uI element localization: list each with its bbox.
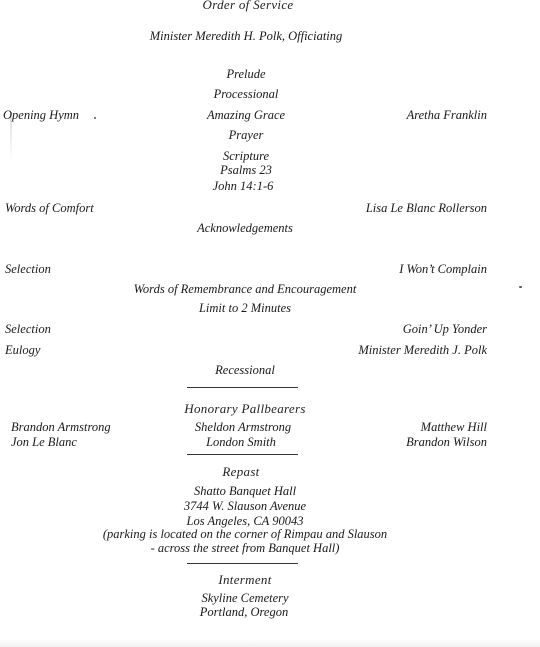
pallbearer-left-1: Brandon Armstrong — [11, 420, 111, 434]
pallbearer-left-2: Jon Le Blanc — [11, 435, 77, 449]
prelude: Prelude — [226, 67, 266, 81]
repast-street: 3744 W. Slauson Avenue — [183, 499, 307, 513]
repast-heading: Repast — [222, 464, 260, 479]
repast-city: Los Angeles, CA 90043 — [186, 514, 304, 528]
recessional: Recessional — [215, 363, 275, 377]
pallbearer-center-2: London Smith — [206, 435, 276, 449]
honorary-pallbearers-heading: Honorary Pallbearers — [184, 401, 306, 416]
pallbearer-center-1: Sheldon Armstrong — [194, 420, 292, 434]
pallbearer-right-1: Matthew Hill — [420, 420, 487, 434]
opening-hymn-performer: Aretha Franklin — [406, 108, 487, 122]
scripture: Scripture — [222, 149, 270, 163]
selection-1-label: Selection — [5, 262, 51, 276]
words-of-comfort-label: Words of Comfort — [5, 201, 94, 215]
interment-heading: Interment — [218, 572, 272, 587]
scripture-ref-john: John 14:1-6 — [212, 179, 274, 193]
prayer: Prayer — [228, 128, 264, 142]
words-of-comfort-speaker: Lisa Le Blanc Rollerson — [365, 201, 487, 215]
divider — [187, 387, 298, 388]
parking-note-line-2: - across the street from Banquet Hall) — [150, 541, 340, 555]
parking-note-line-1: (parking is located on the corner of Rimpau and Slauson — [102, 527, 388, 541]
speck-mark — [519, 286, 522, 288]
selection-2-title: Goin’ Up Yonder — [402, 322, 487, 336]
divider — [187, 563, 298, 564]
speck-mark — [94, 117, 96, 119]
remembrance-time-limit: Limit to 2 Minutes — [198, 301, 292, 315]
pallbearer-right-2: Brandon Wilson — [406, 435, 487, 449]
selection-1-title: I Won’t Complain — [399, 262, 487, 276]
interment-city: Portland, Oregon — [199, 605, 289, 619]
divider — [187, 454, 298, 455]
opening-hymn-label: Opening Hymn — [3, 108, 80, 122]
processional: Processional — [213, 87, 279, 101]
officiant-line: Minister Meredith H. Polk, Officiating — [149, 29, 343, 43]
words-of-remembrance: Words of Remembrance and Encouragement — [133, 282, 357, 296]
repast-venue: Shatto Banquet Hall — [193, 484, 297, 498]
interment-place: Skyline Cemetery — [201, 591, 289, 605]
eulogy-label: Eulogy — [5, 343, 41, 357]
eulogy-speaker: Minister Meredith J. Polk — [358, 343, 487, 357]
acknowledgements: Acknowledgements — [197, 221, 293, 235]
selection-2-label: Selection — [5, 322, 51, 336]
scan-edge — [0, 639, 540, 647]
opening-hymn-title: Amazing Grace — [206, 108, 286, 122]
scripture-ref-psalms: Psalms 23 — [220, 163, 272, 177]
order-of-service-heading: Order of Service — [202, 0, 294, 12]
